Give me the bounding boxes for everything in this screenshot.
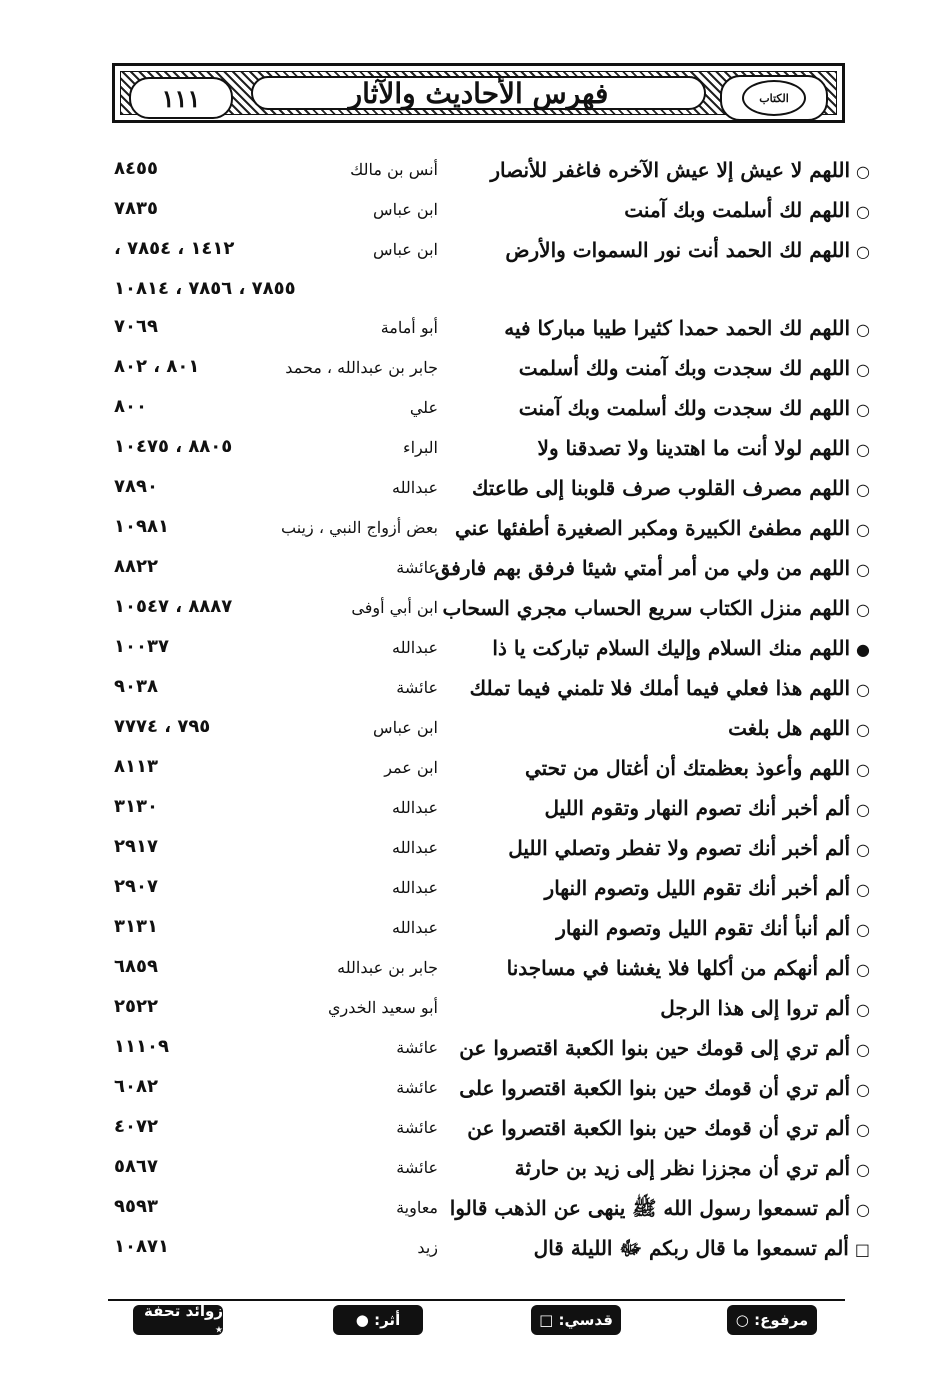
narrator: عائشة [396, 678, 438, 697]
reference-numbers: ٦٠٨٢ [114, 1076, 158, 1097]
type-marker-icon: ○ [856, 1120, 870, 1139]
type-marker-icon: ○ [856, 960, 870, 979]
hadith-text [435, 556, 870, 580]
type-marker-icon: ○ [856, 520, 870, 539]
reference-numbers: ٢٩٠٧ [114, 876, 158, 897]
hadith-text [538, 436, 870, 460]
hadith-text [455, 516, 870, 540]
title-panel [251, 76, 706, 110]
hadith-text-body: ألم أنهكم من أكلها فلا يغشنا في مساجدنا [506, 956, 851, 980]
type-marker-icon: ○ [856, 1000, 870, 1019]
hadith-text-body: اللهم منك السلام وإليك السلام تباركت يا ذا [492, 636, 851, 660]
index-entry [100, 512, 870, 552]
hadith-text-body: ألم تسمعوا ما قال ربكم ﷻ الليلة قال [533, 1236, 849, 1260]
reference-numbers: ٨٨٨٧ ، ١٠٥٤٧ [114, 596, 233, 617]
page-title: فهرس الأحاديث والآثار [348, 76, 609, 110]
narrator: عبدالله [392, 878, 438, 897]
narrator: معاوية [396, 1198, 438, 1217]
hadith-text-body: اللهم لك أسلمت وبك آمنت [624, 198, 851, 222]
index-entry [100, 552, 870, 592]
hadith-text-body: اللهم لك سجدت ولك أسلمت وبك آمنت [518, 396, 851, 420]
type-marker-icon: ○ [856, 560, 870, 579]
type-marker-icon: ○ [856, 840, 870, 859]
hadith-text [508, 836, 870, 860]
hadith-text-body: اللهم هل بلغت [728, 716, 851, 740]
narrator: عائشة [396, 1078, 438, 1097]
index-entry [100, 432, 870, 472]
hadith-text [624, 198, 870, 222]
index-entry [100, 472, 870, 512]
hadith-text [545, 876, 870, 900]
type-marker-icon: ○ [856, 1160, 870, 1179]
type-marker-icon: ○ [856, 242, 870, 261]
index-entry [100, 592, 870, 632]
hadith-text [525, 756, 870, 780]
hadith-text-body: ألم تري أن مجززا نظر إلى زيد بن حارثة [514, 1156, 851, 1180]
logo-box [720, 75, 828, 121]
hadith-text-body: اللهم مصرف القلوب صرف قلوبنا إلى طاعتك [471, 476, 851, 500]
index-entry [100, 312, 870, 352]
type-marker-icon: ○ [856, 880, 870, 899]
type-marker-icon: ○ [856, 920, 870, 939]
type-marker-icon: ○ [856, 480, 870, 499]
hadith-text-body: ألم تسمعوا رسول الله ﷺ ينهى عن الذهب قالوا [449, 1196, 851, 1220]
index-entry [100, 274, 870, 312]
reference-numbers: ٩٠٣٨ [114, 676, 158, 697]
reference-numbers: ٢٩١٧ [114, 836, 158, 857]
hadith-text [534, 1236, 870, 1265]
type-marker-icon: ○ [856, 800, 870, 819]
narrator: ابن عباس [373, 240, 438, 259]
narrator: ابن عباس [373, 718, 438, 737]
index-entry [100, 1232, 870, 1272]
hadith-text [470, 676, 870, 700]
reference-numbers: ٩٥٩٣ [114, 1196, 158, 1217]
type-marker-icon: ○ [856, 720, 870, 739]
reference-numbers: ١٠٠٣٧ [114, 636, 169, 657]
hadith-text-body: اللهم هذا فعلي فيما أملك فلا تلمني فيما تملك [469, 676, 851, 700]
narrator: عبدالله [392, 638, 438, 657]
reference-numbers: ٧٨٣٥ [114, 198, 158, 219]
reference-numbers: ٧٠٦٩ [114, 316, 158, 337]
reference-numbers: ٨٠١ ، ٨٠٢ [114, 356, 200, 377]
type-marker-icon: ○ [856, 600, 870, 619]
legend-marfu: مرفوع: ○ [727, 1305, 817, 1335]
hadith-text-body: اللهم من ولي من أمر أمتي شيئا فرفق بهم فارفق [434, 556, 851, 580]
index-entry [100, 632, 870, 672]
book-logo: الكتاب [742, 80, 806, 116]
type-marker-icon: ○ [856, 440, 870, 459]
narrator: ابن أبي أوفى [351, 598, 438, 617]
index-entry [100, 1072, 870, 1112]
type-marker-icon: ○ [856, 360, 870, 379]
hadith-text-body: ألم تري أن قومك حين بنوا الكعبة اقتصروا عن [467, 1116, 851, 1140]
hadith-text [459, 1036, 870, 1060]
hadith-text-body: ألم أخبر أنك تصوم ولا تفطر وتصلي الليل [508, 836, 851, 860]
page-number: ١١١ [129, 77, 233, 119]
narrator: عبدالله [392, 918, 438, 937]
reference-numbers: ٢٥٢٢ [114, 996, 158, 1017]
hadith-text-body: ألم أخبر أنك تصوم النهار وتقوم الليل [544, 796, 851, 820]
reference-numbers: ٣١٣٠ [114, 796, 158, 817]
hadith-text [472, 476, 870, 500]
reference-numbers: ٨٨٢٢ [114, 556, 158, 577]
index-entry [100, 792, 870, 832]
hadith-text [505, 238, 870, 262]
index-entry [100, 392, 870, 432]
hadith-text [556, 916, 870, 940]
index-entry [100, 992, 870, 1032]
reference-numbers: ٥٨٦٧ [114, 1156, 158, 1177]
hadith-text-body: ألم أنبأ أنك تقوم الليل وتصوم النهار [556, 916, 851, 940]
hadith-text [490, 158, 870, 182]
index-entry [100, 1032, 870, 1072]
hadith-text-body: ألم تري إلى قومك حين بنوا الكعبة اقتصروا عن [459, 1036, 851, 1060]
reference-numbers: ٨٤٥٥ [114, 158, 158, 179]
narrator: علي [409, 398, 438, 417]
hadith-text [728, 716, 870, 740]
hadith-text [504, 316, 870, 340]
hadith-text-body: اللهم لك الحمد أنت نور السموات والأرض [505, 238, 851, 262]
hadith-text-body: اللهم لولا أنت ما اهتدينا ولا تصدقنا ولا [537, 436, 851, 460]
narrator: أبو أمامة [380, 318, 438, 337]
reference-numbers: ٨١١٣ [114, 756, 158, 777]
index-entry [100, 154, 870, 194]
narrator: عائشة [396, 1038, 438, 1057]
reference-numbers: ١١١٠٩ [114, 1036, 169, 1057]
index-entry [100, 672, 870, 712]
type-marker-icon: ○ [856, 162, 870, 181]
narrator: ابن عمر [384, 758, 438, 777]
narrator: عبدالله [392, 838, 438, 857]
hadith-text [545, 796, 870, 820]
hadith-text-body: اللهم لك الحمد حمدا كثيرا طيبا مباركا فيه [504, 316, 851, 340]
index-entry [100, 1112, 870, 1152]
index-entry [100, 1192, 870, 1232]
narrator: بعض أزواج النبي ، زينب [281, 518, 438, 537]
type-marker-icon: ○ [856, 320, 870, 339]
hadith-text [660, 996, 870, 1020]
narrator: عائشة [396, 558, 438, 577]
hadith-text [507, 956, 870, 980]
hadith-text [515, 1156, 870, 1180]
type-marker-icon: ○ [856, 1200, 870, 1219]
narrator: أنس بن مالك [350, 160, 438, 179]
type-marker-icon: ○ [856, 202, 870, 221]
index-entry [100, 912, 870, 952]
reference-numbers: ١٤١٢ ، ٧٨٥٤ ، [114, 238, 235, 259]
narrator: عائشة [396, 1158, 438, 1177]
type-marker-icon: □ [854, 1240, 870, 1259]
reference-numbers: ٦٨٥٩ [114, 956, 158, 977]
hadith-text [519, 356, 870, 380]
legend-athar: أثر: ● [333, 1305, 423, 1335]
hadith-text [467, 1116, 870, 1140]
hadith-text [443, 596, 870, 620]
hadith-text-body: اللهم لك سجدت وبك آمنت ولك أسلمت [518, 356, 851, 380]
index-entry [100, 352, 870, 392]
hadith-text-body: اللهم مطفئ الكبيرة ومكبر الصغيرة أطفئها عني [455, 516, 851, 540]
reference-numbers: ٨٠٠ [114, 396, 147, 417]
hadith-text-body: اللهم وأعوذ بعظمتك أن أغتال من تحتي [524, 756, 851, 780]
hadith-text-body: ألم تري أن قومك حين بنوا الكعبة اقتصروا على [459, 1076, 851, 1100]
index-entry [100, 832, 870, 872]
narrator: عبدالله [392, 798, 438, 817]
narrator: عبدالله [392, 478, 438, 497]
reference-numbers: ٧٨٥٥ ، ٧٨٥٦ ، ١٠٨١٤ [114, 278, 296, 299]
reference-numbers: ٨٨٠٥ ، ١٠٤٧٥ [114, 436, 233, 457]
hadith-index-list [100, 154, 870, 1272]
index-entry [100, 712, 870, 752]
narrator: عائشة [396, 1118, 438, 1137]
reference-numbers: ١٠٩٨١ [114, 516, 169, 537]
index-entry [100, 752, 870, 792]
hadith-text-body: اللهم منزل الكتاب سريع الحساب مجري السحاب [442, 596, 851, 620]
header-ornament-border [120, 71, 837, 115]
reference-numbers: ٣١٣١ [114, 916, 158, 937]
hadith-text [459, 1076, 870, 1100]
hadith-text [450, 1196, 870, 1225]
narrator: زيد [417, 1238, 438, 1257]
index-entry [100, 1152, 870, 1192]
reference-numbers: ١٠٨٧١ [114, 1236, 169, 1257]
legend-zawaid: زوائد تحفة ٭ [133, 1305, 223, 1335]
narrator: أبو سعيد الخدري [328, 998, 438, 1017]
hadith-text-body: اللهم لا عيش إلا عيش الآخره فاغفر للأنصار [490, 158, 851, 182]
reference-numbers: ٧٩٥ ، ٧٧٧٤ [114, 716, 211, 737]
index-entry [100, 872, 870, 912]
type-marker-icon: ○ [856, 400, 870, 419]
type-marker-icon: ● [856, 640, 870, 659]
type-marker-icon: ○ [856, 1080, 870, 1099]
hadith-text-body: ألم تروا إلى هذا الرجل [660, 996, 851, 1020]
reference-numbers: ٧٨٩٠ [114, 476, 158, 497]
narrator: جابر بن عبدالله [337, 958, 438, 977]
page-header [112, 63, 845, 123]
type-marker-icon: ○ [856, 760, 870, 779]
index-entry [100, 194, 870, 234]
hadith-text [519, 396, 870, 420]
hadith-text [492, 636, 870, 660]
reference-numbers: ٤٠٧٢ [114, 1116, 158, 1137]
footer-divider [108, 1299, 845, 1301]
narrator: ابن عباس [373, 200, 438, 219]
hadith-text-body: ألم أخبر أنك تقوم الليل وتصوم النهار [544, 876, 851, 900]
legend-qudsi: قدسي: □ [531, 1305, 621, 1335]
narrator: جابر بن عبدالله ، محمد [285, 358, 438, 377]
index-entry [100, 952, 870, 992]
narrator: البراء [403, 438, 438, 457]
index-entry [100, 234, 870, 274]
type-marker-icon: ○ [856, 1040, 870, 1059]
type-marker-icon: ○ [856, 680, 870, 699]
